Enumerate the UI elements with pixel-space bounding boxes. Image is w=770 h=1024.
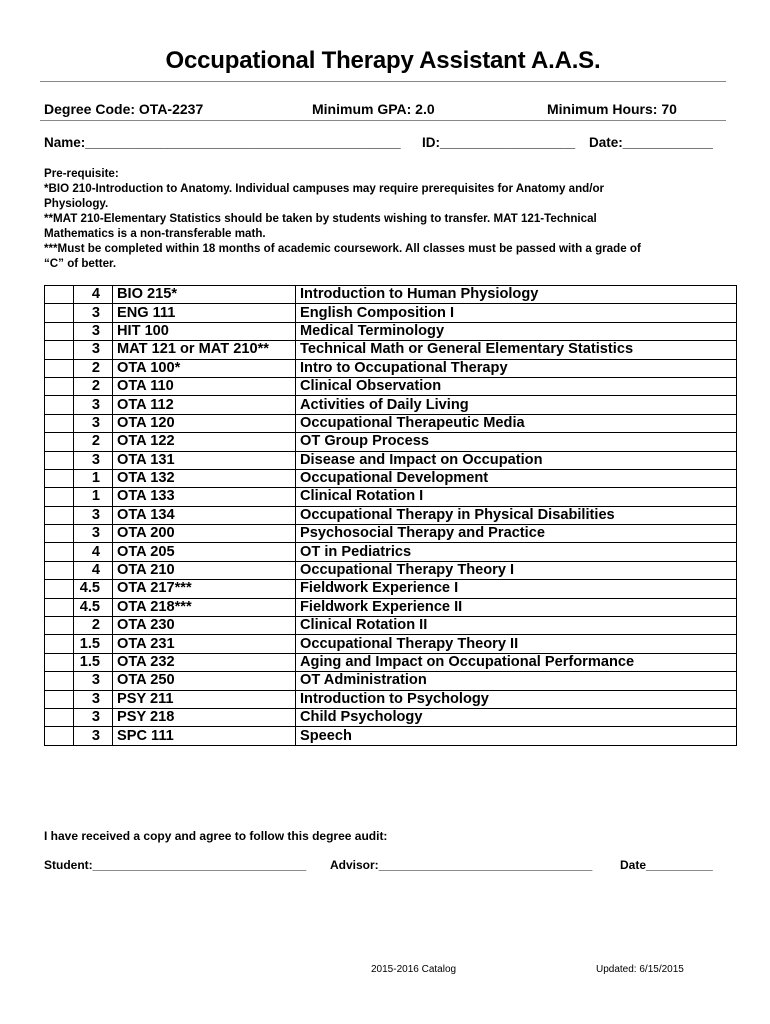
course-row [45,377,737,395]
course-code: OTA 120 [113,414,296,432]
checkbox-cell [45,304,74,322]
course-title: Child Psychology [296,708,737,726]
course-code: OTA 200 [113,525,296,543]
student-signature-field: Student:________________________________ [44,858,307,872]
course-title: Disease and Impact on Occupation [296,451,737,469]
course-row [45,286,737,304]
course-code: ENG 111 [113,304,296,322]
meta-divider [40,120,726,121]
course-row [45,598,737,616]
credit-hours: 3 [74,525,113,543]
credit-hours: 2 [74,359,113,377]
course-title: Clinical Observation [296,377,737,395]
credit-hours: 3 [74,341,113,359]
course-code: OTA 110 [113,377,296,395]
minimum-gpa: Minimum GPA: 2.0 [312,101,435,117]
course-title: Introduction to Psychology [296,690,737,708]
checkbox-cell [45,469,74,487]
credit-hours: 3 [74,322,113,340]
credit-hours: 1.5 [74,653,113,671]
course-row [45,341,737,359]
catalog-year: 2015-2016 Catalog [371,964,457,975]
course-title: Clinical Rotation II [296,617,737,635]
course-title: Aging and Impact on Occupational Performance [296,653,737,671]
checkbox-cell [45,322,74,340]
course-row [45,653,737,671]
course-title: OT Administration [296,672,737,690]
checkbox-cell [45,708,74,726]
course-row [45,708,737,726]
course-row [45,635,737,653]
checkbox-cell [45,635,74,653]
checkbox-cell [45,341,74,359]
credit-hours: 3 [74,451,113,469]
course-title: Psychosocial Therapy and Practice [296,525,737,543]
date-field: Date:____________ [589,135,713,150]
course-title: English Composition I [296,304,737,322]
prerequisite-line: **MAT 210-Elementary Statistics should be taken by students wishing to transfer. MAT 121-Technical [44,212,597,225]
course-row [45,561,737,579]
credit-hours: 2 [74,433,113,451]
credit-hours: 3 [74,414,113,432]
prerequisite-heading: Pre-requisite: [44,167,119,180]
course-row [45,617,737,635]
agreement-statement: I have received a copy and agree to follow this degree audit: [44,829,388,843]
credit-hours: 3 [74,396,113,414]
course-title: Occupational Development [296,469,737,487]
prerequisite-line: Mathematics is a non-transferable math. [44,227,266,240]
course-title: Introduction to Human Physiology [296,286,737,304]
course-title: Intro to Occupational Therapy [296,359,737,377]
checkbox-cell [45,433,74,451]
course-code: OTA 122 [113,433,296,451]
credit-hours: 3 [74,506,113,524]
course-title: Speech [296,727,737,745]
prerequisite-line: “C” of better. [44,257,117,270]
advisor-signature-field: Advisor:________________________________ [330,858,593,872]
course-code: OTA 132 [113,469,296,487]
checkbox-cell [45,561,74,579]
course-title: Fieldwork Experience I [296,580,737,598]
checkbox-cell [45,653,74,671]
course-title: Occupational Therapy Theory II [296,635,737,653]
course-code: OTA 230 [113,617,296,635]
updated-date: Updated: 6/15/2015 [596,964,684,975]
course-row [45,525,737,543]
course-row [45,469,737,487]
credit-hours: 4 [74,543,113,561]
course-row [45,580,737,598]
course-code: OTA 112 [113,396,296,414]
credit-hours: 1 [74,488,113,506]
course-code: PSY 218 [113,708,296,726]
course-title: OT in Pediatrics [296,543,737,561]
course-title: Occupational Therapeutic Media [296,414,737,432]
checkbox-cell [45,598,74,616]
course-row [45,414,737,432]
prerequisite-line: ***Must be completed within 18 months of academic coursework. All classes must be passed with a grade of [44,242,641,255]
course-title: Occupational Therapy in Physical Disabilities [296,506,737,524]
course-code: OTA 134 [113,506,296,524]
course-code: SPC 111 [113,727,296,745]
course-row [45,543,737,561]
course-row [45,396,737,414]
credit-hours: 1 [74,469,113,487]
credit-hours: 3 [74,690,113,708]
course-row [45,506,737,524]
course-code: OTA 205 [113,543,296,561]
checkbox-cell [45,525,74,543]
course-code: OTA 131 [113,451,296,469]
course-row [45,690,737,708]
id-field: ID:__________________ [422,135,576,150]
signature-date-field: Date__________ [620,858,713,872]
checkbox-cell [45,377,74,395]
credit-hours: 4 [74,561,113,579]
course-code: OTA 250 [113,672,296,690]
checkbox-cell [45,359,74,377]
checkbox-cell [45,396,74,414]
course-row [45,672,737,690]
course-row [45,451,737,469]
course-row [45,433,737,451]
course-row [45,727,737,745]
credit-hours: 3 [74,304,113,322]
credit-hours: 1.5 [74,635,113,653]
name-field: Name:__________________________________________ [44,135,401,150]
credit-hours: 2 [74,617,113,635]
credit-hours: 3 [74,708,113,726]
course-code: OTA 133 [113,488,296,506]
course-title: Fieldwork Experience II [296,598,737,616]
checkbox-cell [45,286,74,304]
degree-code: Degree Code: OTA-2237 [44,101,204,117]
checkbox-cell [45,672,74,690]
course-title: Activities of Daily Living [296,396,737,414]
title-divider [40,81,726,82]
course-code: OTA 210 [113,561,296,579]
credit-hours: 4.5 [74,580,113,598]
course-code: BIO 215* [113,286,296,304]
checkbox-cell [45,690,74,708]
course-code: OTA 217*** [113,580,296,598]
checkbox-cell [45,506,74,524]
checkbox-cell [45,580,74,598]
prerequisite-line: Physiology. [44,197,109,210]
document-title: Occupational Therapy Assistant A.A.S. [165,47,601,74]
course-title: OT Group Process [296,433,737,451]
course-code: OTA 231 [113,635,296,653]
credit-hours: 4 [74,286,113,304]
credit-hours: 3 [74,672,113,690]
course-code: OTA 218*** [113,598,296,616]
credit-hours: 3 [74,727,113,745]
checkbox-cell [45,543,74,561]
course-row [45,304,737,322]
course-code: OTA 232 [113,653,296,671]
course-code: PSY 211 [113,690,296,708]
checkbox-cell [45,727,74,745]
course-title: Clinical Rotation I [296,488,737,506]
prerequisite-notes [44,166,724,271]
prerequisite-line: *BIO 210-Introduction to Anatomy. Individual campuses may require prerequisites for Anatomy and/or [44,182,605,195]
course-row [45,488,737,506]
checkbox-cell [45,451,74,469]
checkbox-cell [45,488,74,506]
credit-hours: 2 [74,377,113,395]
course-code: MAT 121 or MAT 210** [113,341,296,359]
course-row [45,322,737,340]
credit-hours: 4.5 [74,598,113,616]
course-title: Medical Terminology [296,322,737,340]
course-title: Occupational Therapy Theory I [296,561,737,579]
course-code: HIT 100 [113,322,296,340]
course-code: OTA 100* [113,359,296,377]
course-title: Technical Math or General Elementary Statistics [296,341,737,359]
checkbox-cell [45,617,74,635]
minimum-hours: Minimum Hours: 70 [547,101,677,117]
checkbox-cell [45,414,74,432]
course-row [45,359,737,377]
course-table [44,285,737,746]
